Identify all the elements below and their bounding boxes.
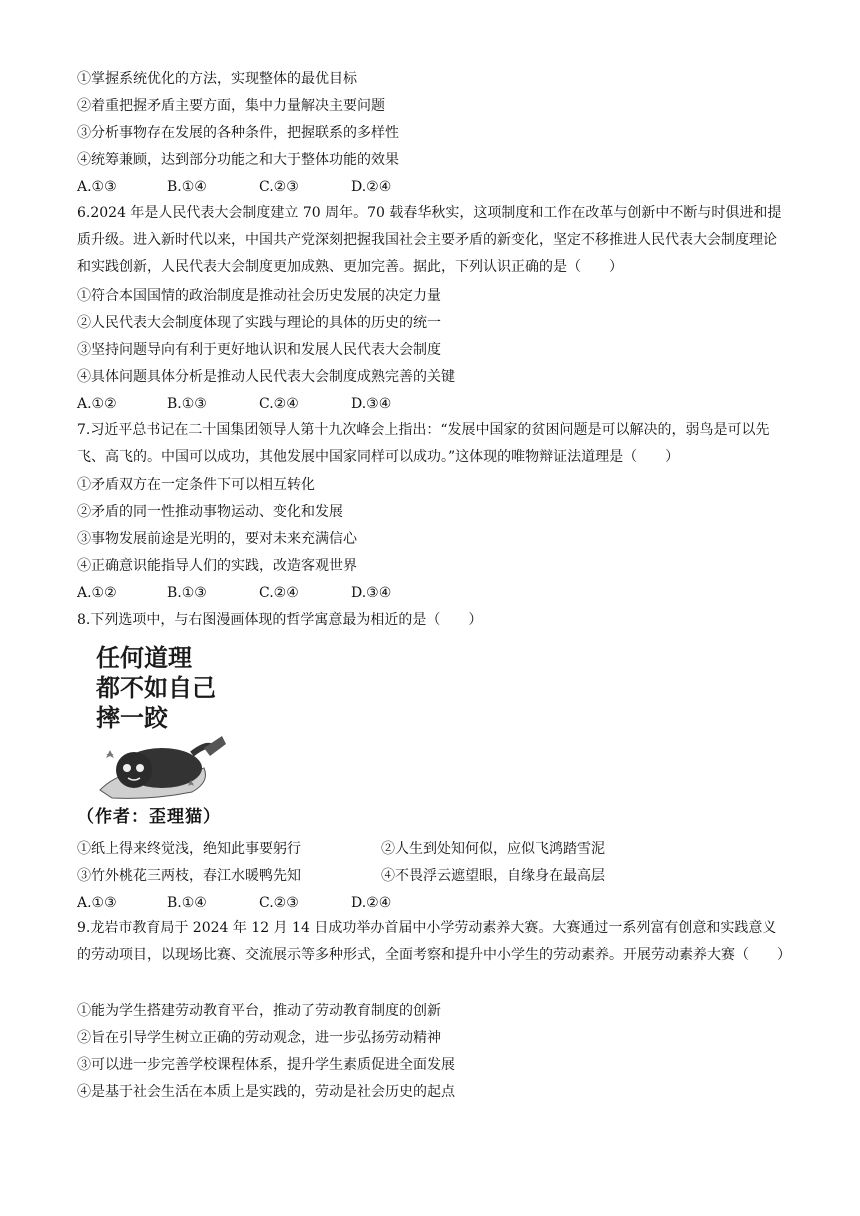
q7-item-2: ②矛盾的同一性推动事物运动、变化和发展 [77,504,343,520]
option-a: A.①② [77,396,117,412]
option-c: C.②④ [259,585,299,601]
option-a: A.①③ [77,179,117,195]
q7-item-1: ①矛盾双方在一定条件下可以相互转化 [77,477,315,493]
q5-item-4: ④统筹兼顾，达到部分功能之和大于整体功能的效果 [77,152,399,168]
q5-item-3: ③分析事物存在发展的各种条件，把握联系的多样性 [77,125,399,141]
q7-item-4: ④正确意识能指导人们的实践，改造客观世界 [77,558,357,574]
cartoon-caption-line-2: 都不如自己 [96,674,216,702]
q7-item-3: ③事物发展前途是光明的，要对未来充满信心 [77,531,357,547]
cartoon-image [92,640,238,802]
q8-item-1: ①纸上得来终觉浅，绝知此事要躬行 [77,841,301,857]
option-d: D.②④ [351,179,392,195]
option-b: B.①④ [167,179,207,195]
q9-stem: 9.龙岩市教育局于 2024 年 12 月 14 日成功举办首届中小学劳动素养大赛。大赛通过一系列富有创意和实践意义的劳动项目，以现场比赛、交流展示等多种形式，全面考察和提升中小学生的劳动素养。开展劳动素养大赛（ ） [77,920,791,963]
q9-item-3: ③可以进一步完善学校课程体系，提升学生素质促进全面发展 [77,1057,455,1073]
option-d: D.③④ [351,585,392,601]
q6-options [77,394,437,414]
q6-item-3: ③坚持问题导向有利于更好地认识和发展人民代表大会制度 [77,342,441,358]
cartoon-caption-line-3: 摔一跤 [96,704,168,732]
q8-items-row-1 [77,839,789,859]
q8-item-4: ④不畏浮云遮望眼，自缘身在最高层 [381,868,605,884]
q9-item-4: ④是基于社会生活在本质上是实践的，劳动是社会历史的起点 [77,1084,455,1100]
q6-item-2: ②人民代表大会制度体现了实践与理论的具体的历史的统一 [77,315,441,331]
option-c: C.②③ [259,179,299,195]
q8-items-row-2 [77,866,789,886]
option-c: C.②③ [259,895,299,911]
q6-item-1: ①符合本国国情的政治制度是推动社会历史发展的决定力量 [77,288,441,304]
option-a: A.①③ [77,895,117,911]
q9-item-1: ①能为学生搭建劳动教育平台，推动了劳动教育制度的创新 [77,1003,441,1019]
q8-item-2: ②人生到处知何似，应似飞鸿踏雪泥 [381,841,605,857]
q8-stem: 8.下列选项中，与右图漫画体现的哲学寓意最为相近的是（ ） [77,612,483,628]
q9-item-2: ②旨在引导学生树立正确的劳动观念，进一步弘扬劳动精神 [77,1030,441,1046]
option-c: C.②④ [259,396,299,412]
q5-options [77,177,437,197]
option-b: B.①③ [167,396,207,412]
q5-item-2: ②着重把握矛盾主要方面，集中力量解决主要问题 [77,98,385,114]
option-d: D.③④ [351,396,392,412]
q6-item-4: ④具体问题具体分析是推动人民代表大会制度成熟完善的关键 [77,369,455,385]
q6-stem: 6.2024 年是人民代表大会制度建立 70 周年。70 载春华秋实，这项制度和工作在改革与创新中不断与时俱进和提质升级。进入新时代以来，中国共产党深刻把握我国社会主要矛盾的新变化，坚定不移推进人民代表大会制度理论和实践创新，人民代表大会制度更加成熟、更加完善。据此，下列认识正确的是（ ） [77,205,782,275]
q8-options [77,893,437,913]
q7-stem: 7.习近平总书记在二十国集团领导人第十九次峰会上指出：“发展中国家的贫困问题是可以解决的，弱鸟是可以先飞、高飞的。中国可以成功，其他发展中国家同样可以成功。”这体现的唯物辩证法道理是（ ） [77,422,770,465]
option-b: B.①③ [167,585,207,601]
cartoon-caption-line-1: 任何道理 [96,644,192,672]
option-b: B.①④ [167,895,207,911]
option-a: A.①② [77,585,117,601]
option-d: D.②④ [351,895,392,911]
q7-options [77,583,437,603]
q5-item-1: ①掌握系统优化的方法，实现整体的最优目标 [77,71,357,87]
banana-peel-icon [204,736,226,756]
q8-item-3: ③竹外桃花三两枝，春江水暖鸭先知 [77,868,301,884]
cartoon-credit: （作者：歪理猫） [77,807,221,827]
